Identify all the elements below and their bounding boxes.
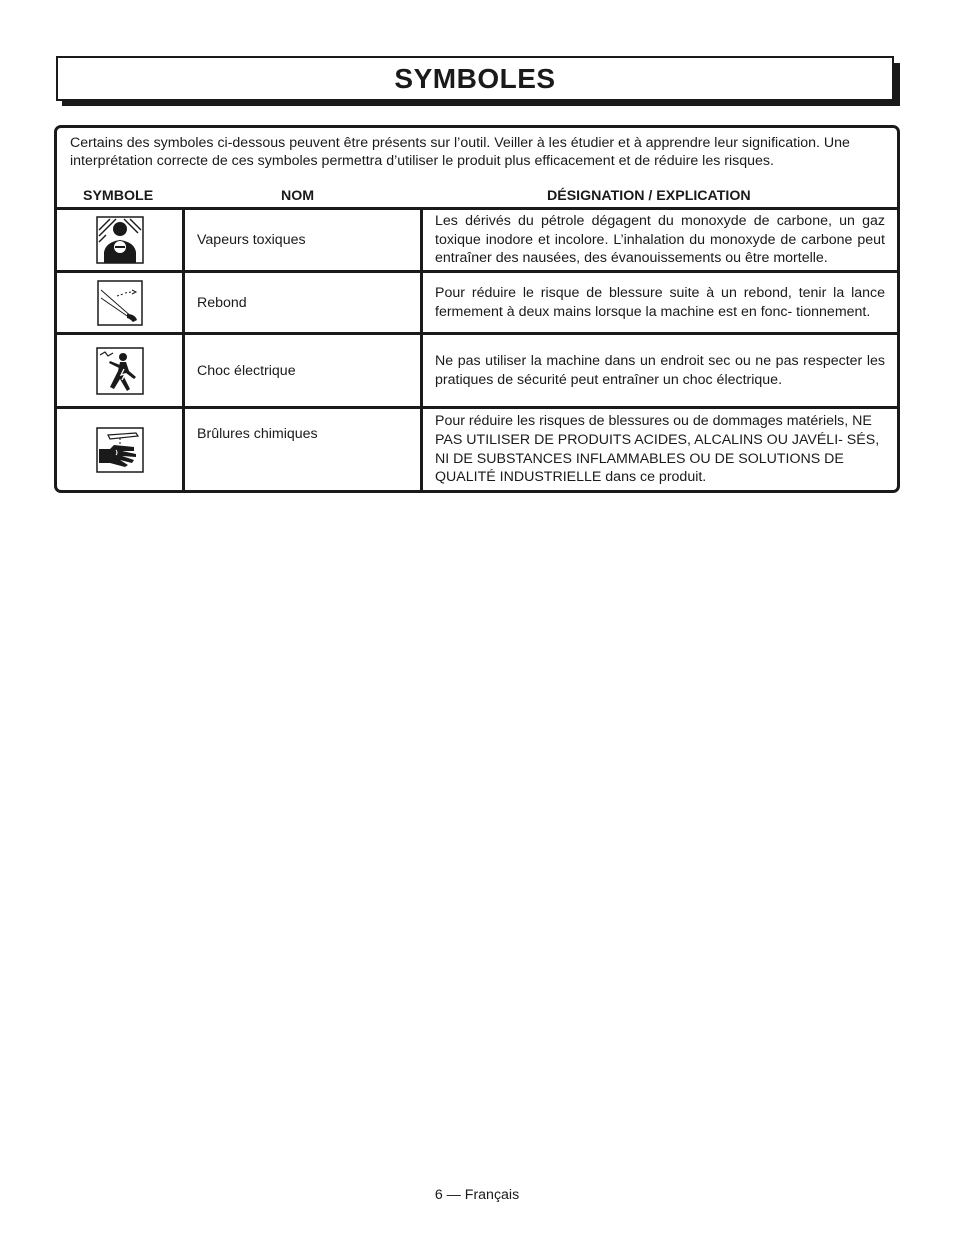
symbols-panel [54,125,900,493]
symbol-cell [57,210,182,270]
symbol-cell [57,335,182,406]
symbol-description [435,273,885,332]
symbol-cell [57,409,182,490]
title-banner [56,56,894,101]
header-name: NOM [281,188,315,204]
toxic-fumes-icon [96,216,144,264]
symbol-description [435,210,885,270]
symbol-description [435,335,885,406]
intro-text: Certains des symboles ci-dessous peuvent être présents sur l’outil. Veiller à les étudier et à apprendre leur signification. Une interprétation correcte de ces symboles permettra d’utiliser le produit plus efficacement et de réduire les risques. [70,135,850,169]
table-row [57,409,897,490]
description-text: Ne pas utiliser la machine dans un endroit sec ou ne pas respecter les pratiques de sécurité peut entraîner un choc électrique. [435,352,885,388]
symbol-name: Vapeurs toxiques [197,232,306,248]
symbol-description [435,409,885,490]
symbol-name: Choc électrique [197,362,296,379]
table-header [57,185,897,207]
symbol-name: Brûlures chimiques [197,426,318,442]
description-text: Pour réduire le risque de blessure suite à un rebond, tenir la lance fermement à deux mains lorsque la machine est en fonc- tionnement. [435,284,885,320]
header-description: DÉSIGNATION / EXPLICATION [547,188,751,204]
page-title: SYMBOLES [394,62,556,94]
chemical-burn-icon [96,427,144,473]
description-text: Les dérivés du pétrole dégagent du monoxyde de carbone, un gaz toxique inodore et incolore. L’inhalation du monoxyde de carbone peut entraîner des nausées, des évanouissements ou être mortelle. [435,213,885,267]
symbol-name: Rebond [197,294,247,311]
kickback-icon [97,280,143,326]
table-row [57,210,897,270]
electric-shock-icon [96,347,144,395]
table-row [57,273,897,332]
symbol-cell [57,273,182,332]
table-row [57,335,897,406]
page-footer: 6 — Français [434,1187,520,1203]
header-symbol: SYMBOLE [83,188,154,204]
description-text: Pour réduire les risques de blessures ou de dommages matériels, NE PAS UTILISER DE PRODUITS ACIDES, ALCALINS OU JAVÉLI- SÉS, NI DE SUBSTANCES INFLAMMABLES OU DE SOLUTIONS DE QUALITÉ INDUSTRIELLE dans ce produit. [435,413,880,486]
